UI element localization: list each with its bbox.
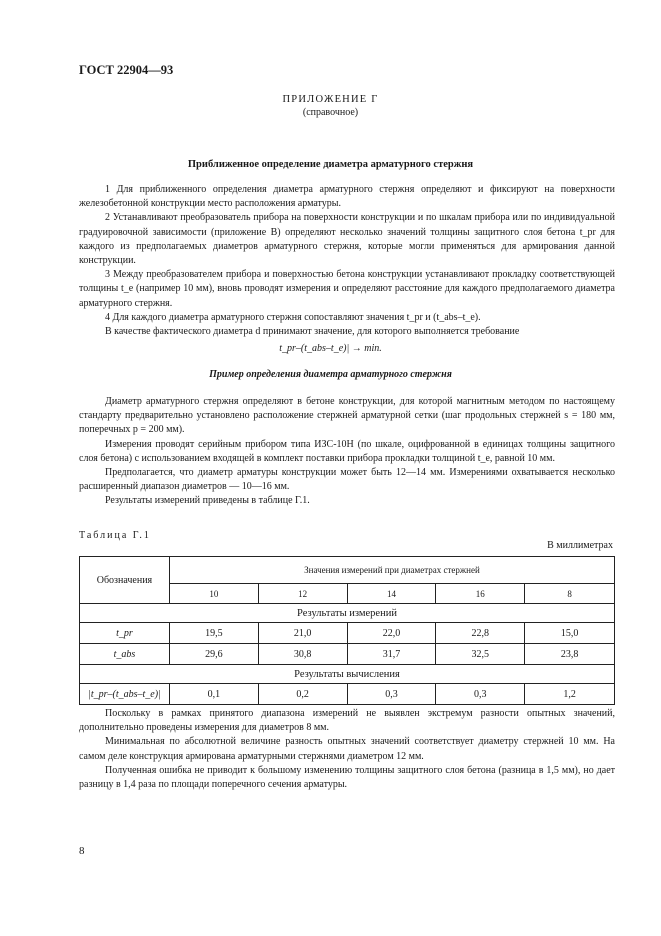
appendix-title: ПРИЛОЖЕНИЕ Г [282,94,379,105]
header-group: Значения измерений при диаметрах стержней [169,557,614,584]
paragraph-1: 1 Для приближенного определения диаметра арматурного стержня определяют и фиксируют на поверхности железобетонной конструкции место расположения арматуры. [79,184,615,210]
example-title: Пример определения диаметра арматурного стержня [209,369,452,380]
table-cell: 0,2 [258,684,347,705]
row-label: |t_pr–(t_abs–t_e)| [80,684,170,705]
table-row [80,623,615,644]
table-caption: Таблица Г.1 [79,530,151,541]
column-header: 8 [525,584,615,604]
row-label: t_pr [80,623,170,644]
appendix-subtitle: (справочное) [302,107,359,118]
section-calculations: Результаты вычисления [80,665,615,684]
table-cell: 0,3 [436,684,525,705]
table-cell: 0,3 [347,684,436,705]
column-header: 16 [436,584,525,604]
section-title: Приближенное определение диаметра арматурного стержня [187,159,474,170]
table-cell: 31,7 [347,644,436,665]
conclusion-paragraph-3: Полученная ошибка не приводит к большому изменению толщины защитного слоя бетона (разница в 1,5 мм), но дает разницу в 1,4 раза по площади поперечного сечения арматуры. [79,764,615,791]
table-cell: 30,8 [258,644,347,665]
method-paragraphs [79,183,615,339]
example-paragraph-1: Диаметр арматурного стержня определяют в бетоне конструкции, для которой магнитным методом по настоящему стандарту предварительно установлено расположение стержней арматурной сетки (шаг продольных стержней s = 180 мм, поперечных p = 200 мм). [79,396,615,436]
table-units: В миллиметрах [547,540,613,551]
table-cell: 1,2 [525,684,615,705]
paragraph-3: 3 Между преобразователем прибора и поверхностью бетона конструкции устанавливают прокладку соответствующей толщины t_e (например 10 мм), вновь проводят измерения и определяют расстояние для каждого предполагаемого диаметра арматурного стержня. [79,269,615,309]
table-cell: 32,5 [436,644,525,665]
table-cell: 15,0 [525,623,615,644]
column-header: 14 [347,584,436,604]
column-header: 12 [258,584,347,604]
example-paragraph-2: Измерения проводят серийным прибором типа ИЗС-10Н (по шкале, оцифрованной в единицах толщины защитного слоя бетона) с использованием входящей в комплект поставки прибора прокладки толщиной t_e, равной 10 мм. [79,438,615,464]
table-cell: 23,8 [525,644,615,665]
conclusion-paragraph-1: Поскольку в рамках принятого диапазона измерений не выявлен экстремум разности опытных значений, дополнительно проведены измерения для диаметров 8 мм. [79,708,615,734]
conclusion-paragraph-2: Минимальная по абсолютной величине разность опытных значений соответствует диаметру стержней 10 мм. На самом деле конструкция армирована арматурными стержнями диаметром 12 мм. [79,736,615,762]
table-cell: 19,5 [169,623,258,644]
conclusion-paragraphs [79,707,615,792]
header-designation: Обозначения [80,557,170,604]
section-measurements: Результаты измерений [80,604,615,623]
formula: t_pr–(t_abs–t_e)| → min. [279,343,382,354]
table-row [80,644,615,665]
table-cell: 29,6 [169,644,258,665]
row-label: t_abs [80,644,170,665]
page-number: 8 [79,845,85,857]
paragraph-5: В качестве фактического диаметра d принимают значение, для которого выполняется требование [105,326,520,338]
paragraph-4: 4 Для каждого диаметра арматурного стержня сопоставляют значения t_pr и (t_abs–t_e). [105,311,481,323]
column-header: 10 [169,584,258,604]
table-row [80,684,615,705]
table-cell: 22,8 [436,623,525,644]
table-cell: 22,0 [347,623,436,644]
paragraph-2: 2 Устанавливают преобразователь прибора на поверхности конструкции и по шкалам прибора или по индивидуальной градуировочной зависимости (приложение В) определяют несколько значений толщины защитного слоя бетона t_pr для каждого из предполагаемых диаметров арматурного стержня, которые могли применяться для армирования данной конструкции. [79,212,615,267]
example-paragraph-4: Результаты измерений приведены в таблице Г.1. [105,495,310,507]
example-paragraph-3: Предполагается, что диаметр арматуры конструкции может быть 12—14 мм. Измерениями охватывается несколько расширенный диапазон диаметров — 10—16 мм. [79,467,615,493]
table-cell: 21,0 [258,623,347,644]
document-code: ГОСТ 22904—93 [79,63,174,77]
example-paragraphs [79,395,615,509]
results-table [79,556,615,705]
table-cell: 0,1 [169,684,258,705]
